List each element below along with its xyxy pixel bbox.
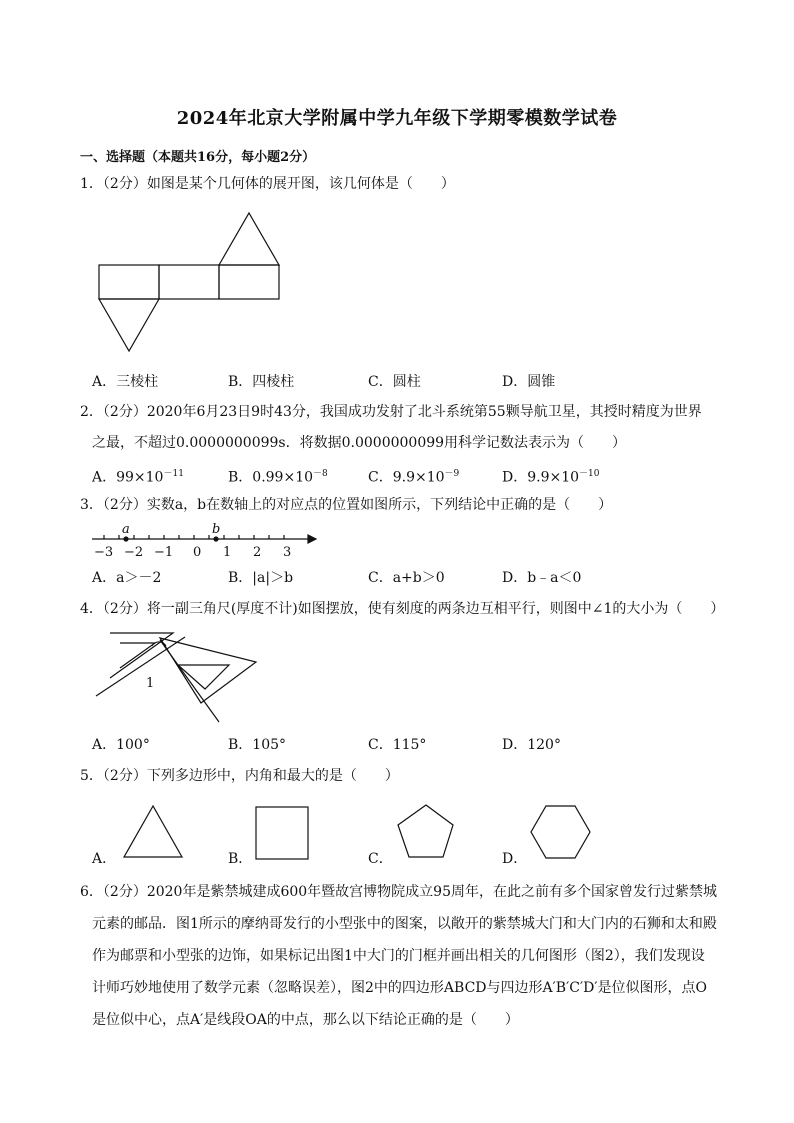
q2-option-a-exponent: －11 [163, 469, 184, 479]
q5-pentagon [398, 805, 453, 857]
q4-option-d[interactable]: D．120° [502, 737, 561, 753]
q6-stem-line5: 是位似中心，点A′是线段OA的中点，那么以下结论正确的是（ ） [92, 1012, 519, 1028]
q6-stem-line2: 元素的邮品．图1所示的摩纳哥发行的小型张中的图案，以敞开的紫禁城大门和大门内的石狮和太和殿 [92, 916, 717, 932]
q3-tick-label: −1 [154, 545, 174, 560]
q4-transversal [160, 640, 219, 722]
q2-option-d-base: D．9.9×10 [502, 469, 580, 486]
section-heading: 一、选择题（本题共16分，每小题2分） [80, 150, 316, 165]
q2-option-b[interactable] [228, 464, 328, 488]
q2-option-a-base: A．99×10 [92, 469, 164, 486]
q3-point-a [123, 536, 128, 541]
q5-polygons-figure [0, 0, 1, 1]
q1-net-square-3 [219, 265, 279, 299]
q1-net-square-1 [99, 265, 159, 299]
q4-stem: 4．（2分）将一副三角尺(厚度不计)如图摆放，使有刻度的两条边互相平行，则图中∠1的大小为（ ） [80, 601, 725, 617]
q3-option-b[interactable]: B．|a|＞b [228, 570, 294, 586]
q4-long-edge [96, 637, 185, 696]
q2-option-c-exponent: －9 [444, 469, 460, 479]
q5-option-a[interactable]: A． [92, 851, 117, 867]
q1-option-b[interactable]: B．四棱柱 [228, 374, 295, 390]
q1-option-d[interactable]: D．圆锥 [502, 374, 556, 390]
q3-label-a: a [122, 522, 130, 537]
q3-tick-label: 1 [223, 545, 232, 560]
page-title: 2024年北京大学附属中学九年级下学期零模数学试卷 [176, 108, 618, 129]
q2-option-d[interactable] [502, 464, 600, 488]
q3-axis-arrow [308, 535, 316, 543]
q6-stem-line4: 计师巧妙地使用了数学元素（忽略误差），图2中的四边形ABCD与四边形A′B′C′D′是位似图形，点O [92, 980, 708, 996]
q1-net-triangle-top [219, 213, 279, 265]
q4-option-b[interactable]: B．105° [228, 737, 287, 753]
q3-tick-label: −2 [124, 545, 144, 560]
q6-stem-line3: 作为邮票和小型张的边饰，如果标记出图1中大门的门框并画出相关的几何图形（图2），我们发现设 [92, 948, 705, 964]
q5-square [256, 807, 308, 859]
q1-option-c[interactable]: C．圆柱 [368, 374, 421, 390]
q5-option-d[interactable]: D． [502, 851, 528, 867]
q1-net-square-2 [159, 265, 219, 299]
q1-option-a[interactable]: A．三棱柱 [92, 374, 159, 390]
q4-set-square-30-outer [160, 638, 256, 703]
q5-stem: 5．（2分）下列多边形中，内角和最大的是（ ） [80, 768, 399, 784]
q6-stem-line1: 6．（2分）2020年是紫禁城建成600年暨故宫博物院成立95周年，在此之前有多个国家曾发行过紫禁城 [80, 884, 717, 900]
q2-stem-line1: 2．（2分）2020年6月23日9时43分，我国成功发射了北斗系统第55颗导航卫星，其授时精度为世界 [80, 404, 702, 420]
q2-option-a[interactable] [92, 464, 184, 488]
q4-option-a[interactable]: A．100° [92, 737, 150, 753]
q5-option-b[interactable]: B． [228, 851, 253, 867]
q5-triangle [124, 806, 182, 857]
q2-option-c[interactable] [368, 464, 459, 488]
q3-option-d[interactable]: D．b﹣a＜0 [502, 570, 582, 586]
q5-hexagon [531, 806, 590, 858]
q3-tick-label: −3 [94, 545, 114, 560]
q2-option-d-exponent: －10 [579, 469, 600, 479]
q3-option-c[interactable]: C．a+b＞0 [368, 570, 445, 586]
q3-point-b [213, 536, 218, 541]
q1-net-triangle-bottom [99, 299, 159, 351]
q4-set-square-45-outer [110, 633, 173, 678]
q2-stem-line2: 之最，不超过0.0000000099s．将数据0.0000000099用科学记数法表示为（ ） [92, 435, 627, 451]
q2-option-b-exponent: －8 [313, 469, 328, 479]
q4-set-square-30-inner [178, 665, 229, 689]
q2-option-c-base: C．9.9×10 [368, 469, 445, 486]
q4-set-square-45-inner [120, 643, 155, 668]
q5-option-c[interactable]: C． [368, 851, 393, 867]
q4-option-c[interactable]: C．115° [368, 737, 427, 753]
q2-option-b-base: B．0.99×10 [228, 469, 314, 486]
q3-tick-label: 2 [253, 545, 262, 560]
q3-label-b: b [212, 522, 221, 537]
q3-tick-label: 3 [283, 545, 292, 560]
q3-option-a[interactable]: A．a＞－2 [92, 570, 162, 586]
q3-tick-label: 0 [193, 545, 202, 560]
q1-stem: 1．（2分）如图是某个几何体的展开图，该几何体是（ ） [80, 176, 455, 192]
q4-angle-label: 1 [146, 676, 155, 691]
q3-stem: 3．（2分）实数a，b在数轴上的对应点的位置如图所示，下列结论中正确的是（ ） [80, 497, 613, 513]
